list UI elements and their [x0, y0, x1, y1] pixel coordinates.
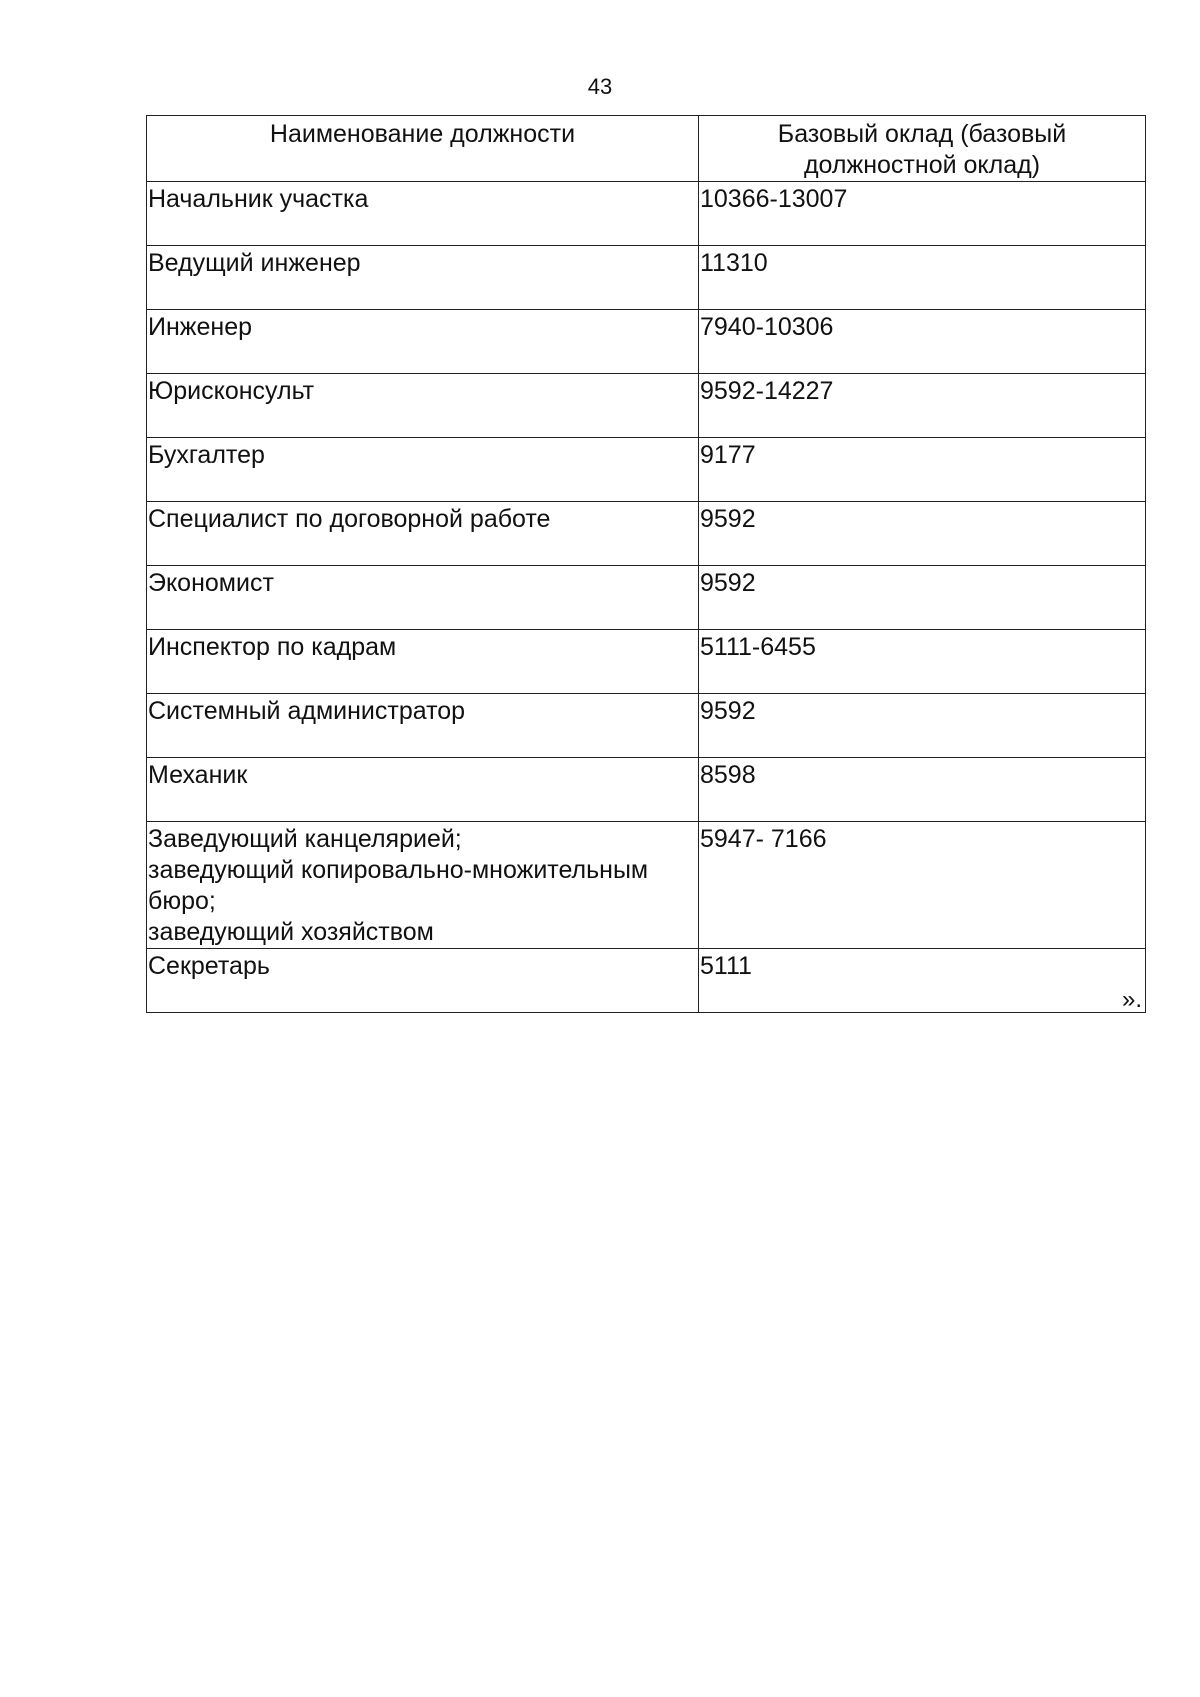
table-row: [147, 374, 1146, 438]
position-cell: Инженер: [147, 310, 699, 374]
header-salary-line1: Базовый оклад (базовый: [777, 120, 1067, 148]
salary-cell: 9592-14227: [699, 374, 1146, 438]
salary-cell: 9592: [699, 694, 1146, 758]
position-cell: Экономист: [147, 566, 699, 630]
table-row: [147, 949, 1146, 1013]
position-cell: Специалист по договорной работе: [147, 502, 699, 566]
header-salary-line2: должностной оклад): [803, 151, 1041, 179]
salary-cell: 8598: [699, 758, 1146, 822]
position-cell: Инспектор по кадрам: [147, 630, 699, 694]
header-salary: [699, 116, 1146, 182]
position-line: заведующий хозяйством: [148, 918, 434, 946]
table-row: [147, 566, 1146, 630]
table-row: [147, 822, 1146, 949]
table-row: [147, 758, 1146, 822]
salary-cell: 5111: [699, 949, 1146, 1013]
position-line: бюро;: [148, 887, 216, 915]
table-row: [147, 310, 1146, 374]
header-position-label: Наименование должности: [269, 120, 576, 148]
position-cell: Секретарь: [147, 949, 699, 1013]
salary-cell: 9592: [699, 566, 1146, 630]
table-header-row: [147, 116, 1146, 182]
position-line: заведующий копировально-множительным: [148, 856, 649, 884]
salary-cell: 7940-10306: [699, 310, 1146, 374]
salary-cell: 11310: [699, 246, 1146, 310]
position-cell: [147, 822, 699, 949]
closing-quote-mark: ».: [1122, 986, 1143, 1013]
table-row: [147, 502, 1146, 566]
position-line: Заведующий канцелярией;: [148, 825, 462, 853]
salary-cell: 5111-6455: [699, 630, 1146, 694]
position-cell: Системный администратор: [147, 694, 699, 758]
table-row: [147, 438, 1146, 502]
table-row: [147, 694, 1146, 758]
table-row: [147, 246, 1146, 310]
salary-cell: 10366-13007: [699, 182, 1146, 246]
position-cell: Бухгалтер: [147, 438, 699, 502]
table-row: [147, 182, 1146, 246]
salary-cell: 9592: [699, 502, 1146, 566]
position-cell: Юрисконсульт: [147, 374, 699, 438]
position-cell: Механик: [147, 758, 699, 822]
position-cell: Ведущий инженер: [147, 246, 699, 310]
table-row: [147, 630, 1146, 694]
header-position: [147, 116, 699, 182]
page-number: 43: [587, 74, 613, 99]
salary-cell: 5947- 7166: [699, 822, 1146, 949]
salary-table: [146, 115, 1146, 1013]
salary-cell: 9177: [699, 438, 1146, 502]
position-cell: Начальник участка: [147, 182, 699, 246]
